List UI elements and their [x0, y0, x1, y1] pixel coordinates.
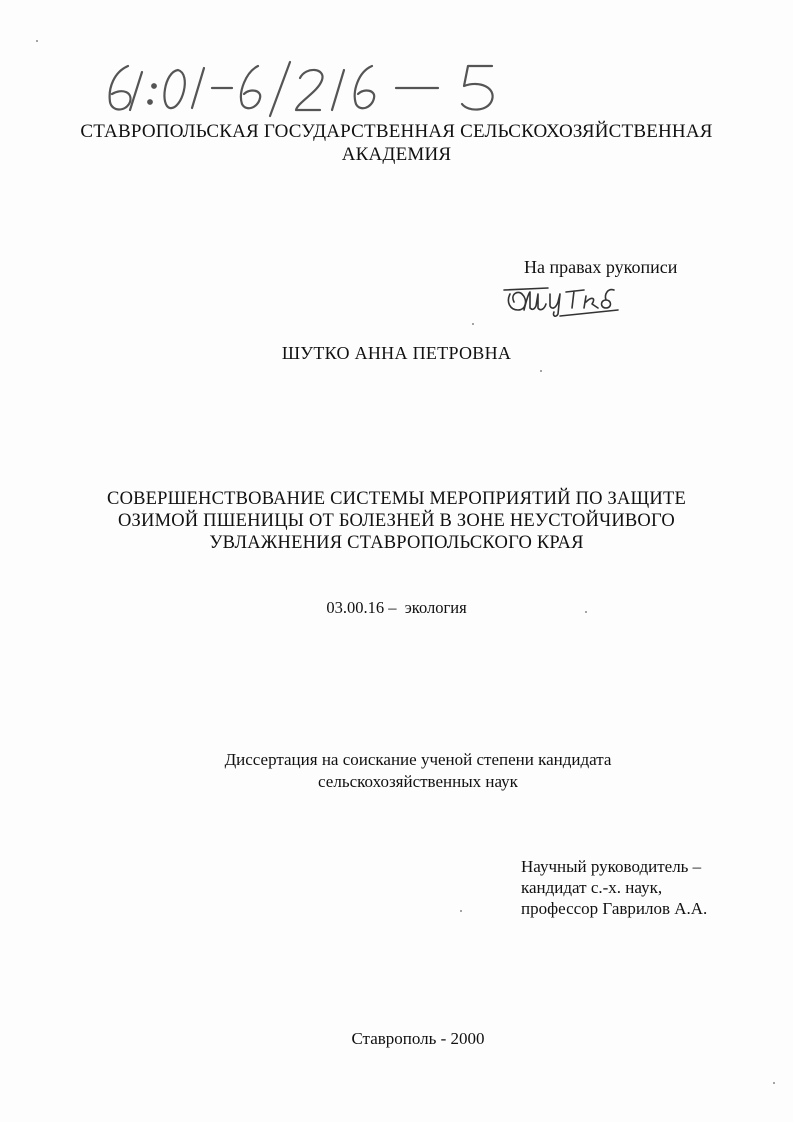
- specialty-code: 03.00.16 – экология: [326, 598, 467, 617]
- degree-line-1: Диссертация на соискание ученой степени кандидата: [224, 750, 612, 769]
- scan-speck: [460, 910, 462, 912]
- city-and-year: Ставрополь - 2000: [351, 1029, 485, 1048]
- scan-speck: [773, 1082, 775, 1084]
- institution-line-1: СТАВРОПОЛЬСКАЯ ГОСУДАРСТВЕННАЯ СЕЛЬСКОХОЗЯЙСТВЕННАЯ: [80, 121, 713, 142]
- dissertation-degree: [0, 749, 793, 793]
- archive-code-text: 61:01-6/216-5: [100, 58, 106, 59]
- supervisor-line-2: кандидат с.-х. наук,: [521, 878, 663, 897]
- author-name: ШУТКО АННА ПЕТРОВНА: [281, 343, 512, 363]
- archive-code-handwriting: [100, 58, 540, 118]
- signature-text: Шутко: [500, 280, 503, 281]
- scan-speck: [36, 40, 38, 42]
- scientific-supervisor: [521, 856, 707, 919]
- supervisor-line-3: профессор Гаврилов А.А.: [521, 899, 708, 918]
- title-line-3: УВЛАЖНЕНИЯ СТАВРОПОЛЬСКОГО КРАЯ: [209, 533, 584, 553]
- supervisor-line-1: Научный руководитель –: [521, 857, 702, 876]
- title-line-2: ОЗИМОЙ ПШЕНИЦЫ ОТ БОЛЕЗНЕЙ В ЗОНЕ НЕУСТОЙЧИВОГО: [118, 511, 675, 531]
- author-signature: [500, 280, 630, 320]
- scan-speck: [472, 323, 474, 325]
- scan-speck: [585, 611, 587, 613]
- manuscript-rights-note: На правах рукописи: [524, 257, 678, 277]
- degree-line-2: сельскохозяйственных наук: [318, 772, 518, 791]
- scan-speck: [540, 370, 542, 372]
- dissertation-title: [60, 488, 733, 554]
- institution-name: [60, 120, 733, 166]
- title-line-1: СОВЕРШЕНСТВОВАНИЕ СИСТЕМЫ МЕРОПРИЯТИЙ ПО ЗАЩИТЕ: [107, 489, 686, 509]
- institution-line-2: АКАДЕМИЯ: [341, 144, 452, 165]
